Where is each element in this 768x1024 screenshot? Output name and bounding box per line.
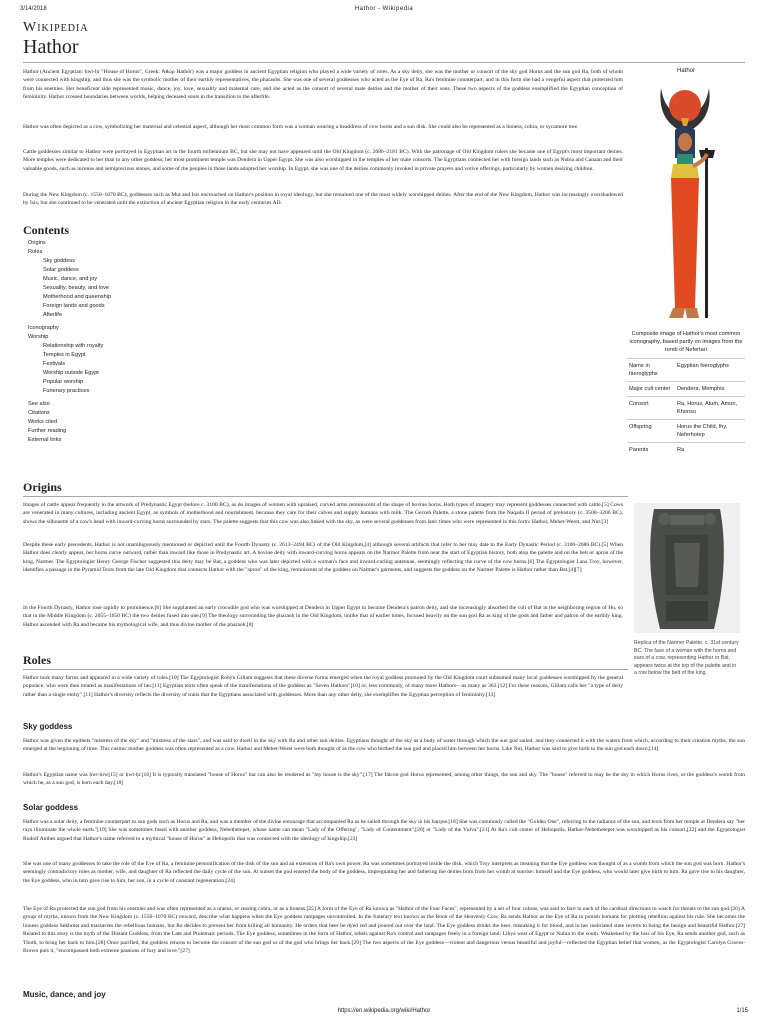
wikipedia-wordmark[interactable]: Wikipedia <box>23 20 89 35</box>
toc-item[interactable]: External links <box>28 437 62 443</box>
infobox-row-key: Consort <box>629 401 649 407</box>
infobox-row <box>627 419 745 442</box>
page-title: Hathor <box>23 36 79 58</box>
toc-item[interactable]: Funerary practices <box>43 388 90 394</box>
toc-item[interactable]: Afterlife <box>43 312 62 318</box>
toc-item[interactable]: Music, dance, and joy <box>43 276 98 282</box>
infobox-row <box>627 396 745 419</box>
intro-paragraph-3: Cattle goddesses similar to Hathor were portrayed in Egyptian art in the fourth millennium BC, but she may not have appeared until the Old Kingdom (c. 2686–2181 BC). With the patronage of Old Kingdom rulers she became one of Egypt's most important deities. More temples were dedicated to her than to any other goddess; her most prominent temple was Dendera in Upper Egypt. She was also worshipped in the temples of her male consorts. The Egyptians connected her with foreign lands such as Nubia and Canaan and their valuable goods, such as incense and semiprecious stones, and some of the peoples in those lands adopted her worship. In Egypt, she was one of the deities commonly invoked in private prayers and votive offerings, particularly by women desiring children. <box>23 149 623 172</box>
toc-item[interactable]: Worship outside Egypt <box>43 370 99 376</box>
roles-paragraph: Hathor took many forms and appeared in a wide variety of roles.[10] The Egyptologist Robyn Gillam suggests that these diverse forms emerged when the royal goddess promoted by the Old Kingdom court subsumed many local goddesses worshipped by the general populace, who were then treated as manifestations of her.[11] Egyptian texts often speak of the manifestations of the goddess as "Seven Hathors"[10] or, less commonly, of many more Hathors—as many as 362.[12] For these reasons, Gillam calls her "a type of deity rather than a single entity".[11] Hathor's diversity reflects the diversity of traits that the Egyptians associated with goddesses. More than any other deity, she exemplifies the Egyptian perception of femininity.[13] <box>23 675 623 698</box>
toc-item[interactable]: Origins <box>28 240 46 246</box>
toc-list <box>23 239 203 445</box>
print-site-title: Hathor - Wikipedia <box>354 6 414 12</box>
toc-item[interactable]: Foreign lands and goods <box>43 303 105 309</box>
narmer-palette-caption: Replica of the Narmer Palette, c. 31st century BC. The face of a woman with the horns and ears of a cow, representing Hathor or Bat, appears twice at the top of the palette and in a row below the belt of the king. <box>634 640 739 676</box>
footer-url[interactable]: https://en.wikipedia.org/wiki/Hathor <box>337 1008 431 1014</box>
infobox-row-key: Major cult center <box>629 386 671 392</box>
toc-item[interactable]: Roles <box>28 249 43 255</box>
toc-item[interactable]: Temples in Egypt <box>43 352 86 358</box>
infobox-row <box>627 358 745 381</box>
subsection-heading-sky-goddess: Sky goddess <box>23 722 73 731</box>
toc-title: Contents <box>23 223 70 237</box>
print-footer <box>20 1008 748 1018</box>
origins-paragraph-3: In the Fourth Dynasty, Hathor rose rapidly to prominence.[8] She supplanted an early crocodile god who was worshipped at Dendera in Upper Egypt to become Dendera's patron deity, and she increasingly absorbed the cult of Bat in the neighboring region of Hu, so that in the Middle Kingdom (c. 2055–1650 BC) the two deities fused into one.[9] The theology surrounding the pharaoh in the Old Kingdom, unlike that of earlier times, focused heavily on the sun god Ra as king of the gods and father and patron of the earthly king. Hathor ascended with Ra and became his mythological wife, and thus divine mother of the pharaoh.[8] <box>23 605 623 628</box>
toc-item[interactable]: Relationship with royalty <box>43 343 104 349</box>
hathor-figure-image[interactable] <box>627 78 745 326</box>
infobox-image-description: Composite image of Hathor's most common iconography, based partly on images from the tomb of Nefertari <box>629 331 743 353</box>
print-date: 3/14/2018 <box>20 6 47 12</box>
toc-item[interactable]: Further reading <box>28 428 67 434</box>
hathor-illustration <box>660 88 715 318</box>
toc-item[interactable]: Solar goddess <box>43 267 79 273</box>
origins-divider <box>23 496 628 497</box>
infobox-row-key: Name in hieroglyphs <box>629 363 658 377</box>
narmer-palette-image[interactable] <box>634 503 740 633</box>
section-heading-roles: Roles <box>23 653 51 667</box>
intro-paragraph-1: Hathor (Ancient Egyptian: ḥwt-ḥr "House of Horus", Greek: Ἁθώρ Hathōr) was a major goddess in ancient Egyptian religion who played a wide variety of roles. As a sky deity, she was the mother or consort of the sky god Horus and the sun god Ra, both of whom were connected with kingship, and thus she was the symbolic mother of their earthly representatives, the pharaohs. She was one of several goddesses who acted as the Eye of Ra, Ra's feminine counterpart, and in this form she had a vengeful aspect that protected him from his enemies. Her beneficent side represented music, dance, joy, love, sexuality and maternal care, and she acted as the consort of several male deities and the mother of their sons. These two aspects of the goddess exemplified the Egyptian conception of femininity. Hathor crossed boundaries between worlds, helping deceased souls in the transition to the afterlife. <box>23 69 623 101</box>
subsection-heading-solar-goddess: Solar goddess <box>23 803 79 812</box>
intro-paragraph-2: Hathor was often depicted as a cow, symbolizing her maternal and celestial aspect, although her most common form was a woman wearing a headdress of cow horns and a sun disk. She could also be represented as a lioness, cobra, or sycamore tree. <box>23 124 579 130</box>
toc-item[interactable]: Citations <box>28 410 50 416</box>
infobox-row <box>627 442 745 457</box>
toc-item[interactable]: Works cited <box>28 419 58 425</box>
toc-item[interactable]: Popular worship <box>43 379 84 385</box>
toc-item[interactable]: Festivals <box>43 361 66 367</box>
infobox-row-value[interactable]: Ra <box>677 447 685 453</box>
solar-paragraph-1: Hathor was a solar deity, a feminine counterpart to sun gods such as Horus and Ra, and was a member of the divine entourage that accompanied Ra as he sailed through the sky in his barque.[18] She was commonly called the "Golden One", referring to the radiance of the sun, and texts from her temple at Dendera say "her rays illuminate the whole earth."[19] She was sometimes fused with another goddess, Nebethetepet, whose name can mean "Lady of the Offering", "Lady of Contentment",[20] or "Lady of the Vulva".[21] At Ra's cult center of Heliopolis, Hathor-Nebethetepet was worshipped as his consort,[22] and the Egyptologist Rudolf Anthes argued that Hathor's name referred to a mythical "house of Horus" at Heliopolis that was connected with the ideology of kingship.[23] <box>23 819 745 842</box>
roles-divider <box>23 669 628 670</box>
sky-paragraph-1: Hathor was given the epithets "mistress of the sky" and "mistress of the stars", and was said to dwell in the sky with Ra and other sun deities. Egyptians thought of the sky as a body of water through which the sun god sailed, and they connected it with the waters from which, according to their creation myths, the sun emerged at the beginning of time. This cosmic mother goddess was often represented as a cow. Hathor and Mehet-Weret were both thought of as the cow who birthed the sun god and placed him between her horns. Like Nut, Hathor was said to give birth to the sun god each dawn.[14] <box>23 738 745 753</box>
table-of-contents <box>23 223 203 445</box>
infobox-row-value[interactable]: Egyptian hieroglyphs <box>677 363 729 369</box>
footer-page-number: 1/15 <box>736 1008 748 1014</box>
infobox-rows <box>627 358 745 457</box>
toc-item[interactable]: Worship <box>28 334 49 340</box>
subsection-heading-music: Music, dance, and joy <box>23 990 106 999</box>
infobox <box>627 68 745 457</box>
toc-item[interactable]: Motherhood and queenship <box>43 294 112 300</box>
toc-item[interactable]: See also <box>28 401 50 407</box>
infobox-row-value[interactable]: Dendera, Memphis <box>677 386 725 392</box>
intro-paragraph-4: During the New Kingdom (c. 1550–1070 BC), goddesses such as Mut and Isis encroached on Hathor's position in royal ideology, but she remained one of the most widely worshipped deities. After the end of the New Kingdom, Hathor was increasingly overshadowed by Isis, but she continued to be venerated until the extinction of ancient Egyptian religion in the early centuries AD. <box>23 192 623 207</box>
infobox-row-value[interactable]: Ra, Horus, Atum, Amun, Khonsu <box>677 401 738 415</box>
infobox-row <box>627 381 745 396</box>
toc-item[interactable]: Sky goddess <box>43 258 76 264</box>
solar-paragraph-2: She was one of many goddesses to take the role of the Eye of Ra, a feminine personification of the disk of the sun and an extension of Ra's own power. Ra was sometimes portrayed inside the disk, which Troy interprets as meaning that the Eye goddess was thought of as a womb from which the sun god was born. Hathor's seemingly contradictory roles as mother, wife, and daughter of Ra reflected the daily cycle of the sun. At sunset the god entered the body of the goddess, impregnating her and fathering the deities born from her womb at sunrise: himself and the Eye goddess, who would later give birth to him. Ra gave rise to his daughter, the Eye goddess, who in turn gave rise to him, her son, in a cycle of constant regeneration.[24] <box>23 861 745 884</box>
section-heading-origins: Origins <box>23 480 62 494</box>
infobox-row-value[interactable]: Horus the Child, Ihy, Neferhotep <box>677 424 728 438</box>
title-divider <box>23 62 745 63</box>
solar-paragraph-3: The Eye of Ra protected the sun god from his enemies and was often represented as a uraeus, or rearing cobra, or as a lioness.[25] A form of the Eye of Ra known as "Hathor of the Four Faces", represented by a set of four cobras, was said to face in each of the cardinal directions to watch for threats to the sun god.[26] A group of myths, known from the New Kingdom (c. 1550–1070 BC) onward, describe what happens when the Eye goddess rampages uncontrolled. In the funerary text known as the Book of the Heavenly Cow, Ra sends Hathor as the Eye of Ra to punish humans for plotting rebellion against his rule. She becomes the lioness goddess Sekhmet and massacres the rebellious humans, but Ra decides to prevent her from killing all humanity. He orders that beer be dyed red and poured out over the land. The Eye goddess drinks the beer, mistaking it for blood, and in her inebriated state reverts to being the benign and beautiful Hathor.[27] Related to this story is the myth of the Distant Goddess, from the Late and Ptolemaic periods. The Eye goddess, sometimes in the form of Hathor, rebels against Ra's control and rampages freely in a foreign land: Libya west of Egypt or Nubia to the south. Weakened by the loss of his Eye, Ra sends another god, such as Thoth, to bring her back to him.[28] Once pacified, the goddess returns to become the consort of the sun god or of the god who brings her back.[29] The two aspects of the Eye goddess—violent and dangerous versus beautiful and joyful—reflected the Egyptian belief that women, as the Egyptologist Carolyn Graves-Brown puts it, "encompassed both extreme passions of fury and love."[27] <box>23 906 745 955</box>
sky-paragraph-2: Hathor's Egyptian name was ḥwt-ḥrw[15] or ḥwt-ḥr.[16] It is typically translated "house of Horus" but can also be rendered as "my house is the sky".[17] The falcon god Horus represented, among other things, the sun and sky. The "house" referred to may be the sky in which Horus lives, or the goddess's womb from which he, as a sun god, is born each day.[18] <box>23 772 745 787</box>
infobox-row-key: Offspring <box>629 424 652 430</box>
origins-paragraph-2: Despite these early precedents, Hathor is not unambiguously mentioned or depicted until the Fourth Dynasty (c. 2613–2494 BC) of the Old Kingdom,[4] although several artifacts that refer to her may date to the Early Dynastic Period (c. 3100–2686 BC).[5] When Hathor does clearly appear, her horns curve outward, rather than inward like those in Predynastic art. A bovine deity with inward-curving horns appears on the Narmer Palette from near the start of Egyptian history, both atop the palette and on the belt or apron of the king, Narmer. The Egyptologist Henry George Fischer suggested this deity may be Bat, a goddess who was later depicted with a woman's face and inward-curling antennae, seemingly reflecting the curve of the cow horns.[6] The Egyptologist Lana Troy, however, identifies a passage in the Pyramid Texts from the late Old Kingdom that connects Hathor with the "apron" of the king, reminiscent of the goddess on Narmer's garments, and suggests the goddess on the Narmer Palette is Hathor rather than Bat.[4][7] <box>23 542 623 574</box>
infobox-caption: Hathor <box>676 68 695 74</box>
infobox-row-key: Parents <box>629 447 649 453</box>
origins-paragraph-1: Images of cattle appear frequently in the artwork of Predynastic Egypt (before c. 3100 BC), as do images of women with upraised, curved arms reminiscent of the shape of bovine horns. Both types of imagery may represent goddesses connected with cattle.[5] Cows are venerated in many cultures, including ancient Egypt, as symbols of motherhood and nourishment, because they care for their calves and supply humans with milk. The Gerzeh Palette, a stone palette from the Naqada II period of prehistory (c. 3500–3200 BC), shows the silhouette of a cow's head with inward-curving horns surrounded by stars. The palette suggests that this cow was also linked with the sky, as were several goddesses from later times who were represented in this form: Hathor, Mehet-Weret, and Nut.[3] <box>23 502 623 525</box>
print-header <box>20 6 748 16</box>
toc-item[interactable]: Iconography <box>28 325 59 331</box>
toc-item[interactable]: Sexuality, beauty, and love <box>43 285 110 291</box>
